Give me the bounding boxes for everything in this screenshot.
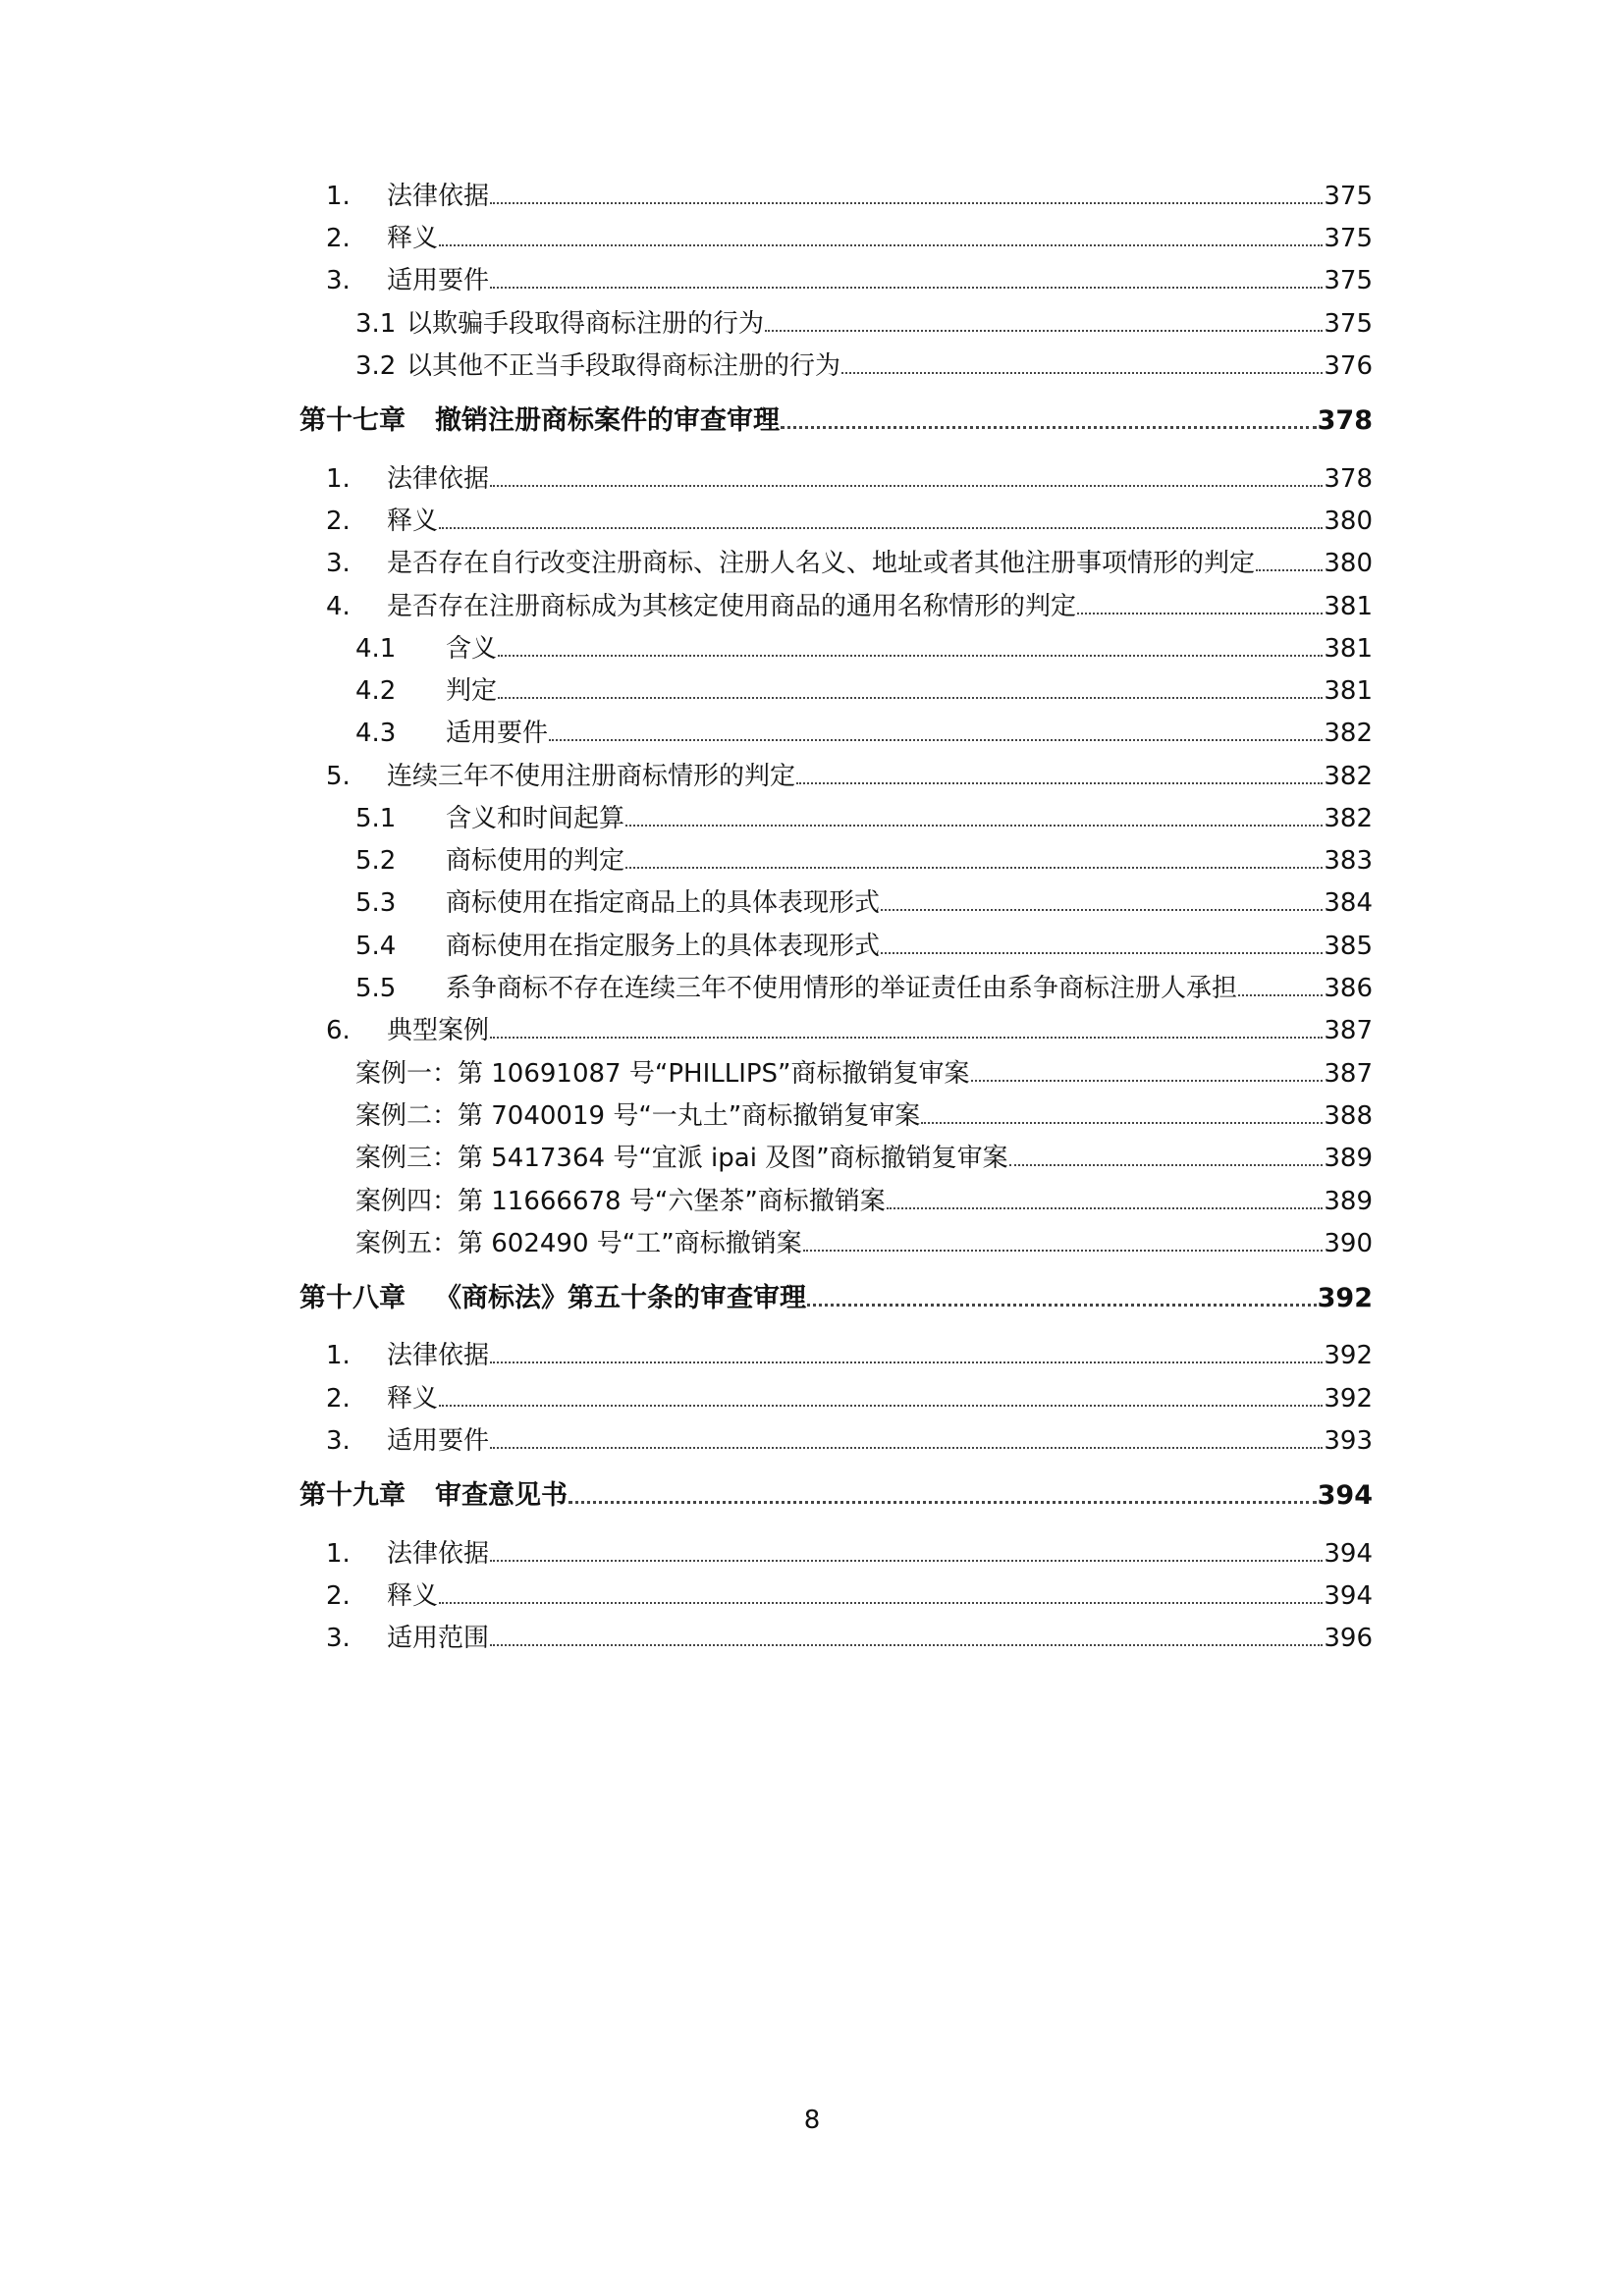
toc-entry-number: 2. [326, 224, 351, 253]
dot-leader [781, 425, 1317, 429]
toc-entry-title: 含义和时间起算 [446, 804, 625, 833]
toc-entry-number: 4.3 [355, 719, 397, 748]
toc-entry[interactable] [355, 342, 1373, 381]
toc-entry-title: 案例二：第 7040019 号“一丸土”商标撤销复审案 [355, 1101, 921, 1131]
toc-entry-title: 含义 [446, 634, 498, 664]
dot-leader [881, 908, 1323, 911]
toc-entry-page: 393 [1324, 1426, 1373, 1456]
toc-entry-page: 388 [1324, 1101, 1373, 1131]
toc-entry[interactable] [355, 1177, 1373, 1216]
toc-entry-title: 商标使用在指定服务上的具体表现形式 [446, 932, 881, 961]
toc-entry-title: 《商标法》第五十条的审查审理 [435, 1283, 806, 1313]
dot-leader [439, 526, 1323, 529]
toc-entry[interactable] [355, 299, 1373, 339]
toc-chapter-entry[interactable] [299, 1274, 1373, 1313]
toc-entry[interactable] [326, 1529, 1373, 1569]
toc-entry-page: 378 [1324, 464, 1373, 494]
toc-entry-page: 384 [1324, 888, 1373, 918]
toc-entry[interactable] [326, 1374, 1373, 1414]
dot-leader [1009, 1163, 1324, 1166]
toc-entry-title: 判定 [446, 676, 498, 706]
dot-leader [765, 329, 1323, 332]
toc-entry-title: 案例四：第 11666678 号“六堡茶”商标撤销案 [355, 1187, 886, 1216]
dot-leader [568, 1500, 1317, 1504]
toc-entry-number: 2. [326, 507, 351, 536]
toc-entry-title: 适用要件 [446, 719, 549, 748]
toc-entry[interactable] [326, 1416, 1373, 1456]
toc-entry-page: 392 [1317, 1283, 1373, 1313]
toc-entry-page: 375 [1324, 182, 1373, 211]
toc-entry-page: 381 [1324, 592, 1373, 621]
dot-leader [498, 654, 1323, 657]
dot-leader [490, 1559, 1323, 1562]
toc-entry[interactable] [355, 922, 1373, 961]
toc-entry-title: 撤销注册商标案件的审查审理 [435, 405, 780, 436]
toc-entry-number: 第十九章 [299, 1480, 406, 1511]
toc-entry-number: 1. [326, 182, 351, 211]
toc-entry-number: 1. [326, 1539, 351, 1569]
toc-entry[interactable] [326, 454, 1373, 494]
dot-leader [625, 824, 1323, 827]
toc-entry-page: 390 [1324, 1229, 1373, 1258]
dot-leader [549, 738, 1323, 741]
toc-entry-number: 5. [326, 762, 351, 791]
dot-leader [439, 243, 1323, 246]
toc-chapter-entry[interactable] [299, 1471, 1373, 1511]
toc-entry-page: 382 [1324, 762, 1373, 791]
toc-entry-page: 380 [1324, 549, 1373, 578]
dot-leader [881, 951, 1323, 954]
dot-leader [887, 1206, 1324, 1209]
toc-entry-number: 3. [326, 266, 351, 295]
toc-entry[interactable] [326, 172, 1373, 211]
toc-entry[interactable] [355, 879, 1373, 918]
toc-entry-page: 392 [1324, 1384, 1373, 1414]
toc-entry-number: 5.3 [355, 888, 397, 918]
toc-entry-page: 375 [1324, 309, 1373, 339]
toc-entry[interactable] [326, 497, 1373, 536]
toc-entry[interactable] [326, 256, 1373, 295]
toc-entry-page: 396 [1324, 1624, 1373, 1653]
toc-entry[interactable] [355, 1092, 1373, 1131]
toc-entry-page: 387 [1324, 1016, 1373, 1045]
toc-entry-number: 3.1 [355, 309, 397, 339]
dot-leader [841, 371, 1323, 374]
toc-entry[interactable] [355, 667, 1373, 706]
toc-entry-page: 389 [1324, 1144, 1373, 1173]
dot-leader [490, 1643, 1323, 1646]
toc-entry-title: 法律依据 [387, 1539, 490, 1569]
toc-entry-page: 382 [1324, 804, 1373, 833]
toc-entry-page: 392 [1324, 1341, 1373, 1370]
toc-entry-number: 3.2 [355, 351, 397, 381]
toc-entry[interactable] [326, 1006, 1373, 1045]
toc-entry-title: 是否存在注册商标成为其核定使用商品的通用名称情形的判定 [387, 592, 1077, 621]
toc-entry-title: 以其他不正当手段取得商标注册的行为 [406, 351, 841, 381]
toc-entry[interactable] [326, 752, 1373, 791]
toc-entry-page: 376 [1324, 351, 1373, 381]
toc-entry-title: 是否存在自行改变注册商标、注册人名义、地址或者其他注册事项情形的判定 [387, 549, 1256, 578]
toc-entry[interactable] [326, 539, 1373, 578]
toc-entry-page: 378 [1317, 405, 1373, 436]
toc-entry-number: 2. [326, 1384, 351, 1414]
toc-entry-number: 3. [326, 1624, 351, 1653]
toc-entry-title: 法律依据 [387, 182, 490, 211]
toc-entry-title: 以欺骗手段取得商标注册的行为 [406, 309, 765, 339]
toc-entry-title: 释义 [387, 1581, 439, 1611]
dot-leader [439, 1601, 1323, 1604]
toc-entry-number: 4. [326, 592, 351, 621]
toc-entry-page: 375 [1324, 224, 1373, 253]
toc-entry-number: 5.2 [355, 846, 397, 876]
toc-entry-title: 释义 [387, 507, 439, 536]
toc-entry-title: 法律依据 [387, 1341, 490, 1370]
toc-entry-number: 4.1 [355, 634, 397, 664]
toc-entry-title: 审查意见书 [435, 1480, 568, 1511]
dot-leader [490, 201, 1323, 204]
toc-entry[interactable] [355, 964, 1373, 1003]
toc-entry-title: 商标使用的判定 [446, 846, 625, 876]
dot-leader [439, 1404, 1323, 1407]
toc-entry-number: 第十八章 [299, 1283, 406, 1313]
toc-entry[interactable] [355, 836, 1373, 876]
toc-entry-page: 381 [1324, 634, 1373, 664]
dot-leader [625, 866, 1323, 869]
toc-entry-number: 4.2 [355, 676, 397, 706]
toc-entry[interactable] [326, 1572, 1373, 1611]
dot-leader [490, 1446, 1323, 1449]
toc-entry-number: 5.1 [355, 804, 397, 833]
toc-entry-page: 386 [1324, 974, 1373, 1003]
toc-entry-number: 3. [326, 1426, 351, 1456]
toc-entry-number: 3. [326, 549, 351, 578]
toc-entry-page: 380 [1324, 507, 1373, 536]
toc-entry-title: 典型案例 [387, 1016, 490, 1045]
toc-entry-title: 释义 [387, 1384, 439, 1414]
toc-entry-page: 381 [1324, 676, 1373, 706]
toc-entry-title: 适用要件 [387, 266, 490, 295]
dot-leader [807, 1303, 1317, 1307]
toc-entry-number: 2. [326, 1581, 351, 1611]
toc-entry-page: 387 [1324, 1059, 1373, 1089]
toc-entry-title: 案例五：第 602490 号“工”商标撤销案 [355, 1229, 802, 1258]
toc-entry[interactable] [355, 1134, 1373, 1173]
toc-entry[interactable] [355, 624, 1373, 664]
toc-entry[interactable] [355, 1219, 1373, 1258]
toc-entry-title: 连续三年不使用注册商标情形的判定 [387, 762, 796, 791]
toc-entry[interactable] [326, 214, 1373, 253]
dot-leader [1077, 612, 1323, 614]
dot-leader [490, 1036, 1323, 1039]
toc-entry-page: 394 [1324, 1581, 1373, 1611]
toc-entry-title: 释义 [387, 224, 439, 253]
toc-entry-title: 适用要件 [387, 1426, 490, 1456]
dot-leader [921, 1121, 1323, 1124]
toc-entry-page: 383 [1324, 846, 1373, 876]
toc-entry-number: 5.4 [355, 932, 397, 961]
toc-entry-page: 375 [1324, 266, 1373, 295]
toc-entry-title: 系争商标不存在连续三年不使用情形的举证责任由系争商标注册人承担 [446, 974, 1238, 1003]
toc-entry-title: 法律依据 [387, 464, 490, 494]
toc-entry-number: 6. [326, 1016, 351, 1045]
toc-entry-title: 案例一：第 10691087 号“PHILLIPS”商标撤销复审案 [355, 1059, 970, 1089]
dot-leader [796, 781, 1323, 784]
toc-entry-page: 382 [1324, 719, 1373, 748]
toc-entry-page: 394 [1317, 1480, 1373, 1511]
toc-entry-title: 商标使用在指定商品上的具体表现形式 [446, 888, 881, 918]
page-number: 8 [803, 2106, 821, 2135]
toc-entry[interactable] [355, 1049, 1373, 1089]
toc-chapter-entry[interactable] [299, 397, 1373, 436]
dot-leader [1238, 993, 1323, 996]
dot-leader [490, 1361, 1323, 1363]
toc-entry-page: 389 [1324, 1187, 1373, 1216]
toc-entry-number: 5.5 [355, 974, 397, 1003]
dot-leader [490, 484, 1323, 487]
toc-entry-page: 394 [1324, 1539, 1373, 1569]
toc-entry-title: 案例三：第 5417364 号“宜派 ipai 及图”商标撤销复审案 [355, 1144, 1008, 1173]
toc-entry[interactable] [355, 709, 1373, 748]
dot-leader [1256, 568, 1323, 571]
dot-leader [498, 696, 1323, 699]
dot-leader [971, 1079, 1324, 1082]
toc-entry-number: 1. [326, 464, 351, 494]
toc-entry-page: 385 [1324, 932, 1373, 961]
toc-entry[interactable] [326, 1331, 1373, 1370]
toc-entry-title: 适用范围 [387, 1624, 490, 1653]
toc-entry[interactable] [326, 582, 1373, 621]
toc-entry-number: 1. [326, 1341, 351, 1370]
toc-entry-number: 第十七章 [299, 405, 406, 436]
dot-leader [490, 286, 1323, 289]
toc-entry[interactable] [355, 794, 1373, 833]
dot-leader [803, 1249, 1324, 1252]
toc-entry[interactable] [326, 1614, 1373, 1653]
